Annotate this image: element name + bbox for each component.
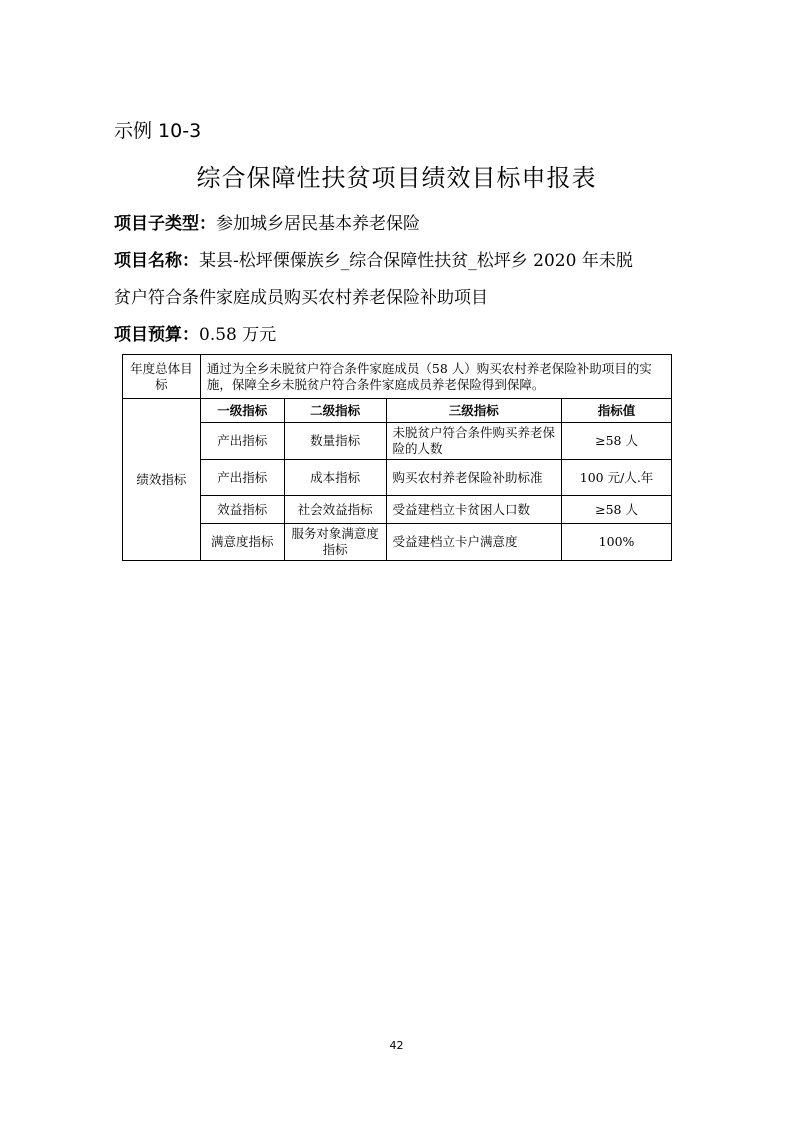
project-name-value-continued: 贫户符合条件家庭成员购买农村养老保险补助项目 [114,288,488,308]
row-level2: 社会效益指标 [284,496,386,524]
annual-goal-label: 年度总体目标 [123,355,201,399]
column-header-level3: 三级指标 [386,399,562,423]
project-name-label: 项目名称： [114,251,199,271]
row-level3: 未脱贫户符合条件购买养老保险的人数 [386,423,562,460]
subtype-label: 项目子类型： [114,214,216,234]
row-level2: 服务对象满意度指标 [284,524,386,561]
example-label: 示例 10-3 [114,120,202,142]
row-value: 100 元/人.年 [562,460,672,496]
annual-goal-text: 通过为全乡未脱贫户符合条件家庭成员（58 人）购买农村养老保险补助项目的实施，保障全乡未脱贫户符合条件家庭成员养老保险得到保障。 [200,355,671,399]
project-name-line [114,246,633,271]
table-row [123,423,672,460]
row-level1: 产出指标 [200,460,284,496]
row-level1: 产出指标 [200,423,284,460]
budget-value: 0.58 万元 [199,325,277,345]
column-header-value: 指标值 [562,399,672,423]
row-level3: 受益建档立卡贫困人口数 [386,496,562,524]
subtype-value: 参加城乡居民基本养老保险 [216,214,420,234]
annual-goal-row [123,355,672,399]
table-row [123,460,672,496]
row-level2: 成本指标 [284,460,386,496]
column-header-level2: 二级指标 [284,399,386,423]
table-row [123,496,672,524]
project-name-value: 某县-松坪傈僳族乡_综合保障性扶贫_松坪乡 2020 年未脱 [199,251,633,271]
row-level3: 受益建档立卡户满意度 [386,524,562,561]
page-number: 42 [389,1039,404,1052]
table-header-row [123,399,672,423]
budget-line [114,320,276,345]
performance-table [122,354,672,561]
row-level3: 购买农村养老保险补助标准 [386,460,562,496]
row-level2: 数量指标 [284,423,386,460]
column-header-level1: 一级指标 [200,399,284,423]
performance-label: 绩效指标 [123,399,201,561]
subtype-line [114,209,420,234]
row-level1: 效益指标 [200,496,284,524]
row-value: ≥58 人 [562,423,672,460]
budget-label: 项目预算： [114,325,199,345]
table-row [123,524,672,561]
row-level1: 满意度指标 [200,524,284,561]
row-value: 100% [562,524,672,561]
document-title: 综合保障性扶贫项目绩效目标申报表 [196,164,597,192]
row-value: ≥58 人 [562,496,672,524]
project-name-line-2 [114,283,488,308]
